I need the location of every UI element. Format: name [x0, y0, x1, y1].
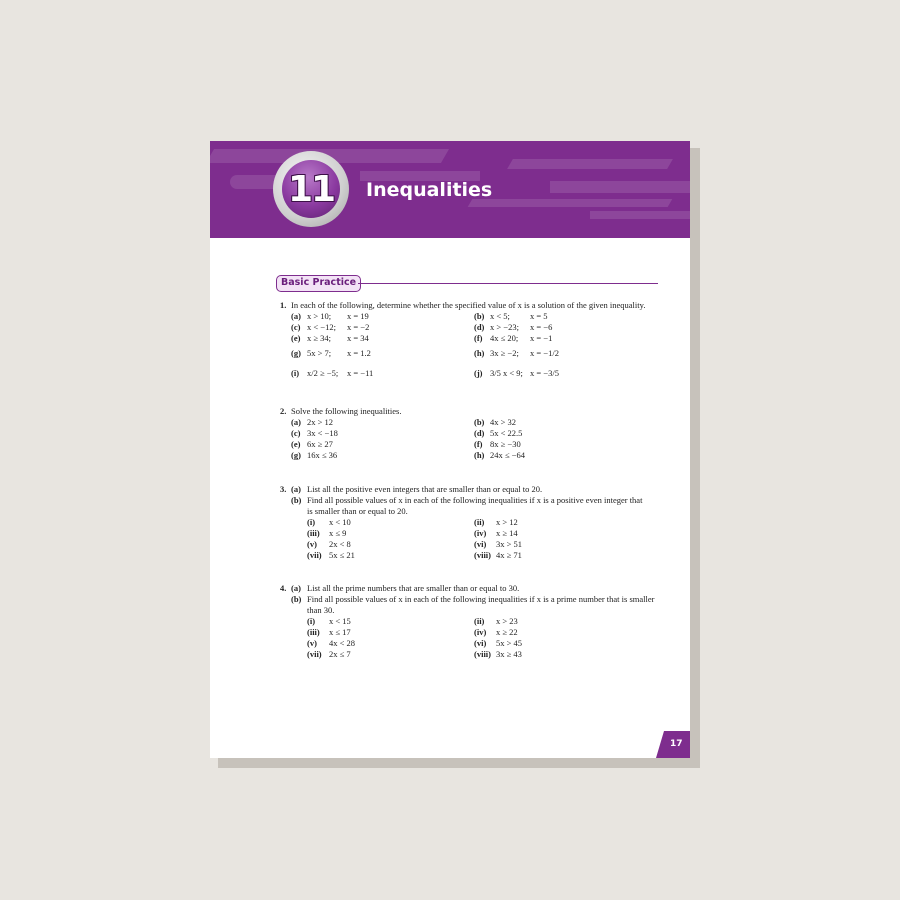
- list-item: (d) 5x < 22.5: [474, 428, 523, 438]
- list-item: (v) 2x < 8: [307, 539, 351, 549]
- question-1: [280, 300, 660, 390]
- list-item: (c) 3x < −18: [291, 428, 338, 438]
- question-part-a: (a) List all the prime numbers that are smaller than or equal to 30.: [291, 583, 520, 593]
- question-4: [280, 583, 660, 663]
- list-item: (vii) 5x ≤ 21: [307, 550, 355, 560]
- list-item: (vii) 2x ≤ 7: [307, 649, 351, 659]
- list-item: (e) x ≥ 34; x = 34: [291, 333, 369, 343]
- list-item: (a) x > 10; x = 19: [291, 311, 369, 321]
- section-divider: [358, 283, 658, 284]
- list-item: (ii) x > 23: [474, 616, 518, 626]
- list-item: (i) x < 15: [307, 616, 351, 626]
- question-part-b: (b) Find all possible values of x in each of the following inequalities if x is a positive even integer that: [291, 495, 643, 505]
- list-item: (h) 24x ≤ −64: [474, 450, 525, 460]
- list-item: (iii) x ≤ 9: [307, 528, 347, 538]
- list-item: (iv) x ≥ 22: [474, 627, 518, 637]
- list-item: (v) 4x < 28: [307, 638, 356, 648]
- chapter-title: Inequalities: [366, 179, 493, 201]
- list-item: (c) x < −12; x = −2: [291, 322, 370, 332]
- question-number: 1.: [280, 300, 287, 310]
- chapter-badge-inner: [282, 160, 340, 218]
- list-item: (b) 4x > 32: [474, 417, 517, 427]
- list-item: (ii) x > 12: [474, 517, 518, 527]
- banner-stripe: [507, 159, 673, 169]
- list-item: (a) 2x > 12: [291, 417, 334, 427]
- banner-stripe: [550, 181, 690, 193]
- list-item: (g) 16x ≤ 36: [291, 450, 338, 460]
- question-part-a: (a) List all the positive even integers that are smaller than or equal to 20.: [291, 484, 543, 494]
- page-number: 17: [670, 739, 683, 749]
- banner-stripe: [468, 199, 673, 207]
- list-item: (vi) 5x > 45: [474, 638, 523, 648]
- banner-stripe: [590, 211, 690, 219]
- list-item: (f) 8x ≥ −30: [474, 439, 521, 449]
- question-part-b: (b) Find all possible values of x in each of the following inequalities if x is a prime number that is smaller: [291, 594, 655, 604]
- list-item: (j) 3/5 x < 9; x = −3/5: [474, 368, 559, 378]
- list-item: (viii) 3x ≥ 43: [474, 649, 522, 659]
- question-text: In each of the following, determine whether the specified value of x is a solution of the given inequality.: [291, 300, 646, 310]
- list-item: (vi) 3x > 51: [474, 539, 523, 549]
- list-item: (iv) x ≥ 14: [474, 528, 518, 538]
- question-number: 4.: [280, 583, 287, 593]
- section-label: Basic Practice: [276, 275, 361, 292]
- chapter-banner: [210, 141, 690, 238]
- list-item: (b) x < 5; x = 5: [474, 311, 548, 321]
- section-header: [276, 275, 658, 293]
- list-item: (viii) 4x ≥ 71: [474, 550, 522, 560]
- question-part-b-continued: is smaller than or equal to 20.: [307, 506, 408, 516]
- chapter-badge: [273, 151, 349, 227]
- list-item: (iii) x ≤ 17: [307, 627, 351, 637]
- list-item: (g) 5x > 7; x = 1.2: [291, 348, 371, 358]
- chapter-number: 11: [287, 168, 335, 210]
- list-item: (d) x > −23; x = −6: [474, 322, 553, 332]
- question-text: Solve the following inequalities.: [291, 406, 402, 416]
- question-part-b-continued: than 30.: [307, 605, 335, 615]
- list-item: (f) 4x ≤ 20; x = −1: [474, 333, 553, 343]
- list-item: (i) x/2 ≥ −5; x = −11: [291, 368, 374, 378]
- list-item: (e) 6x ≥ 27: [291, 439, 333, 449]
- textbook-page: [210, 141, 690, 758]
- list-item: (h) 3x ≥ −2; x = −1/2: [474, 348, 559, 358]
- question-number: 3.: [280, 484, 287, 494]
- list-item: (i) x < 10: [307, 517, 351, 527]
- question-3: [280, 484, 660, 564]
- question-number: 2.: [280, 406, 287, 416]
- question-2: [280, 406, 660, 462]
